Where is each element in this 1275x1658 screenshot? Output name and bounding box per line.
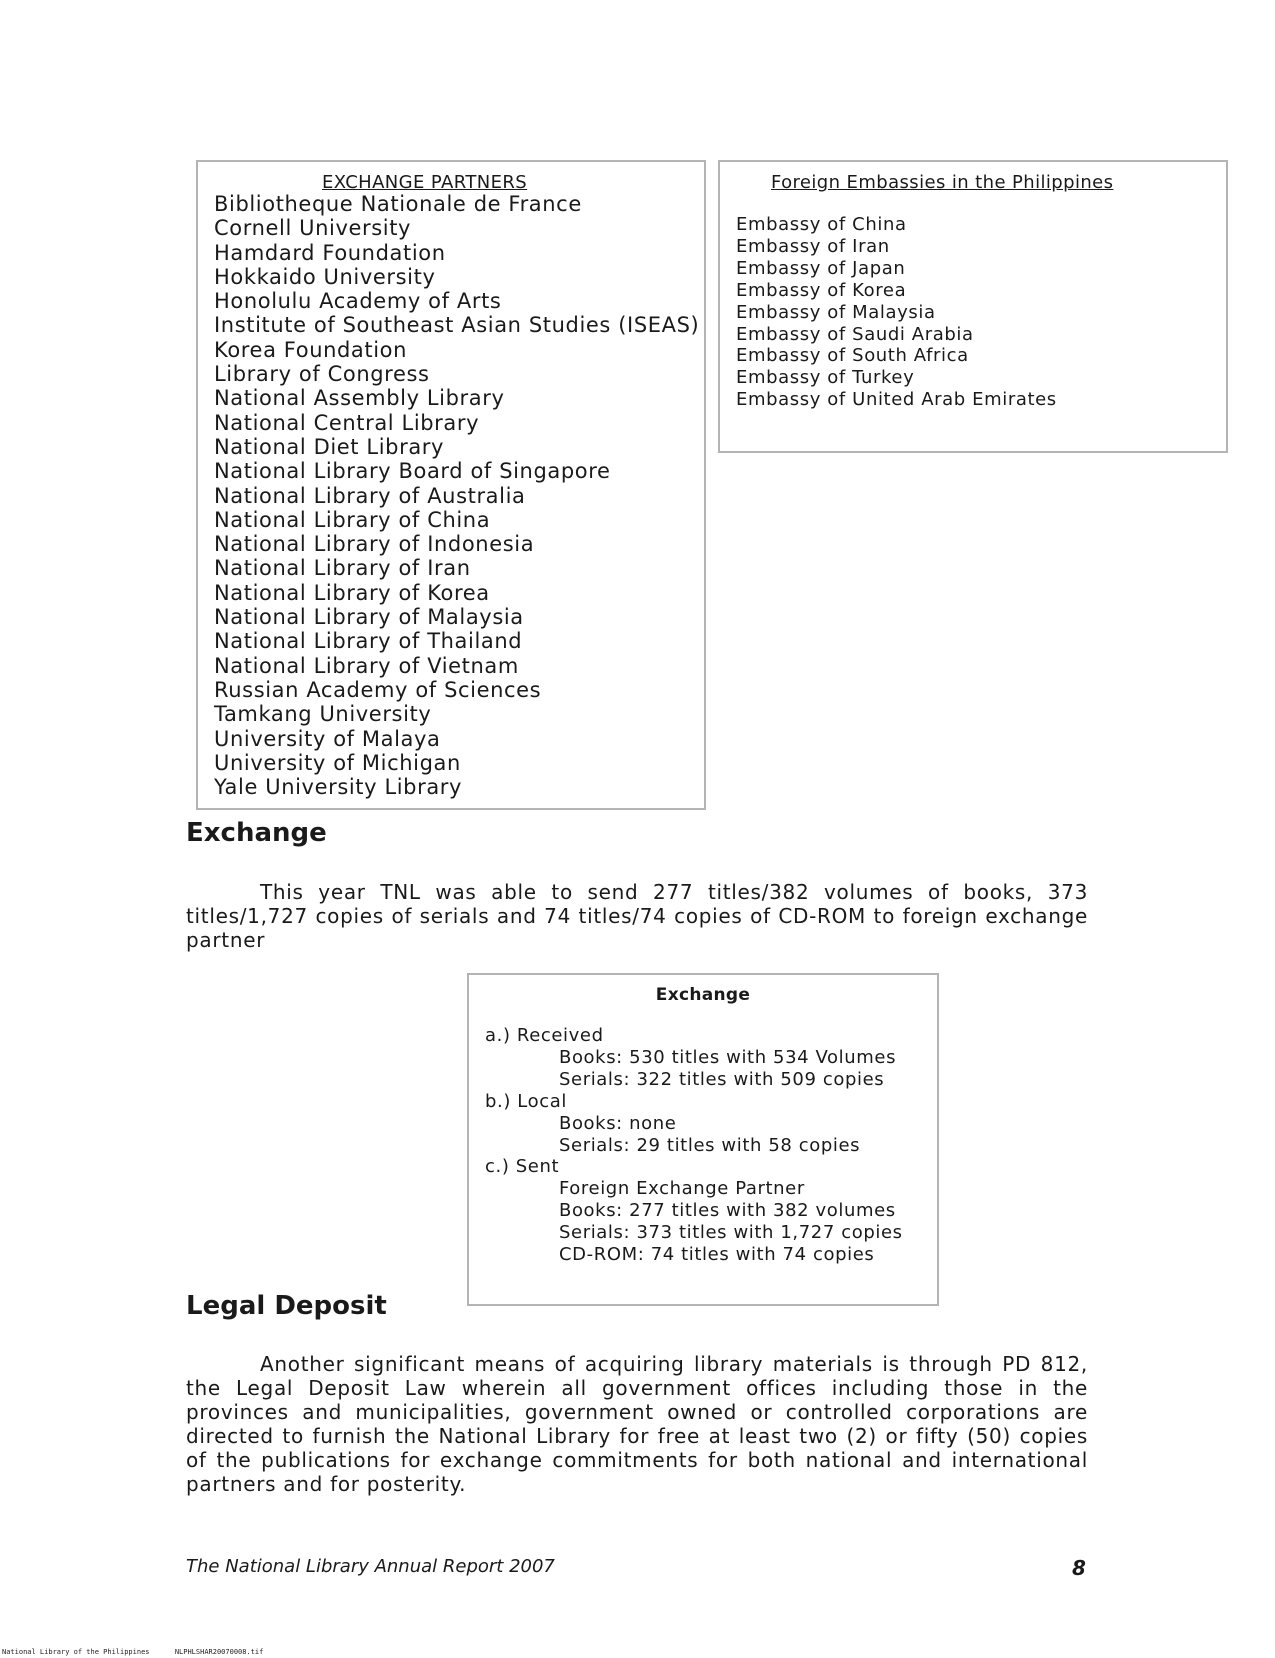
list-item: Cornell University	[214, 216, 412, 241]
list-item: National Library of Korea	[214, 580, 490, 605]
list-item: University of Michigan	[214, 750, 461, 775]
sent-label: c.) Sent	[485, 1156, 560, 1178]
list-item: Embassy of Iran	[736, 235, 890, 257]
list-item: Russian Academy of Sciences	[214, 677, 542, 702]
list-item: Institute of Southeast Asian Studies (ISEAS)	[214, 313, 700, 338]
foreign-embassies-title: Foreign Embassies in the Philippines	[771, 172, 1114, 193]
footer-report-title: The National Library Annual Report 2007	[186, 1556, 555, 1577]
list-item: National Library of Indonesia	[214, 532, 535, 557]
list-item: Embassy of United Arab Emirates	[736, 389, 1057, 411]
local-label: b.) Local	[485, 1090, 567, 1112]
sent-books: Books: 277 titles with 382 volumes	[559, 1200, 896, 1222]
exchange-partners-title: EXCHANGE PARTNERS	[322, 172, 528, 193]
list-item: Embassy of South Africa	[736, 345, 969, 367]
scan-source: National Library of the Philippines	[2, 1648, 150, 1656]
sent-partner: Foreign Exchange Partner	[559, 1178, 805, 1200]
exchange-paragraph: This year TNL was able to send 277 titles/382 volumes of books, 373 titles/1,727 copies of serials and 74 titles/74 copies of CD-ROM to foreign exchange partner	[186, 880, 1088, 952]
list-item: National Library of Malaysia	[214, 605, 524, 630]
list-item: Hokkaido University	[214, 264, 436, 289]
list-item: National Library of Thailand	[214, 629, 523, 654]
page-number: 8	[1072, 1556, 1086, 1580]
list-item: Embassy of Saudi Arabia	[736, 323, 974, 345]
list-item: National Library of China	[214, 507, 491, 532]
received-books: Books: 530 titles with 534 Volumes	[559, 1046, 897, 1068]
list-item: National Library of Iran	[214, 556, 471, 581]
list-item: National Assembly Library	[214, 386, 505, 411]
list-item: Honolulu Academy of Arts	[214, 289, 502, 314]
exchange-box-title: Exchange	[655, 985, 751, 1005]
local-books: Books: none	[559, 1112, 677, 1134]
list-item: National Library Board of Singapore	[214, 459, 611, 484]
list-item: Embassy of Japan	[736, 257, 906, 279]
sent-serials: Serials: 373 titles with 1,727 copies	[559, 1222, 903, 1244]
list-item: National Diet Library	[214, 434, 445, 459]
list-item: Tamkang University	[214, 702, 432, 727]
list-item: Embassy of China	[736, 214, 907, 235]
list-item: Korea Foundation	[214, 337, 408, 362]
list-item: Hamdard Foundation	[214, 240, 446, 265]
legal-deposit-heading: Legal Deposit	[186, 1291, 387, 1321]
exchange-partners-list	[214, 192, 699, 799]
list-item: Embassy of Turkey	[736, 367, 915, 389]
foreign-embassies-box	[718, 160, 1228, 453]
exchange-partners-box	[196, 160, 706, 810]
scan-file: NLPHLSHAR20070008.tif	[174, 1648, 264, 1656]
foreign-embassies-list	[736, 214, 1057, 411]
exchange-box-body	[485, 1025, 903, 1266]
list-item: Embassy of Malaysia	[736, 301, 936, 323]
received-label: a.) Received	[485, 1025, 604, 1046]
list-item: National Library of Australia	[214, 483, 526, 508]
list-item: Embassy of Korea	[736, 279, 907, 301]
exchange-heading: Exchange	[186, 818, 327, 848]
received-serials: Serials: 322 titles with 509 copies	[559, 1068, 885, 1090]
list-item: University of Malaya	[214, 726, 441, 751]
list-item: National Library of Vietnam	[214, 653, 519, 678]
list-item: Library of Congress	[214, 362, 430, 387]
list-item: Yale University Library	[214, 775, 463, 800]
list-item: Bibliotheque Nationale de France	[214, 192, 582, 216]
scan-caption	[2, 1648, 263, 1656]
exchange-summary-box	[467, 973, 939, 1306]
local-serials: Serials: 29 titles with 58 copies	[559, 1134, 861, 1156]
sent-cdrom: CD-ROM: 74 titles with 74 copies	[559, 1244, 875, 1266]
list-item: National Central Library	[214, 410, 480, 435]
legal-deposit-paragraph: Another significant means of acquiring library materials is through PD 812, the Legal Deposit Law wherein all government offices including those in the provinces and municipalities, government owned or controlled corporations are directed to furnish the National Library for free at least two (2) or fifty (50) copies of the publications for exchange commitments for both national and international partners and for posterity.	[186, 1352, 1088, 1496]
